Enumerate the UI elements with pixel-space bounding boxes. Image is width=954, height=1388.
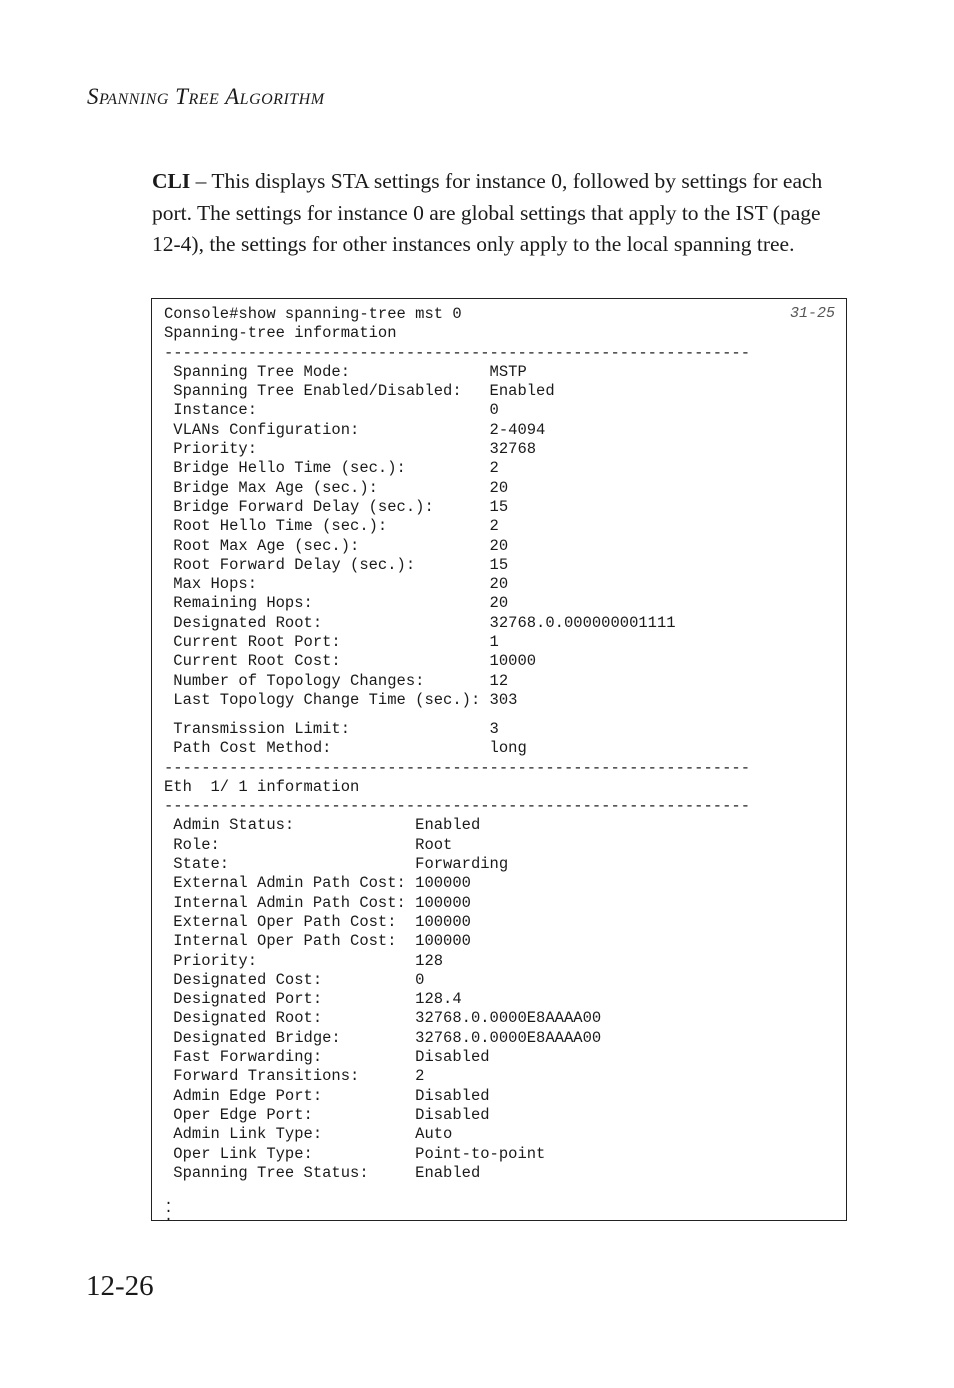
- console-output-global: Console#show spanning-tree mst 0 Spanning-tree information --------------------------------------------------------------- Spanning Tree Mode: MSTP Spanning Tree Enabled/Disabled: Enabled Instance: 0 VLANs Configuration: 2-4094 Priority: 32768 Bridge Hello Time (sec.): 2 Bridge Max Age (sec.): 20 Bridge Forward Delay (sec.): 15 Root Hello Time (sec.): 2 Root Max Age (sec.): 20 Root Forward Delay (sec.): 15 Max Hops: 20 Remaining Hops: 20 Designated Root: 32768.0.000000001111 Current Root Port: 1 Current Root Cost: 10000 Number of Topology Changes: 12 Last Topology Change Time (sec.): 303: [164, 305, 750, 709]
- cli-label: CLI: [152, 169, 191, 193]
- console-output-box: [151, 298, 847, 1225]
- running-header: SPANNING TREE ALGORITHM: [87, 84, 325, 109]
- page-number: 12-26: [86, 1270, 154, 1302]
- page-reference: 31-25: [789, 305, 835, 322]
- console-output-port: Transmission Limit: 3 Path Cost Method: long --------------------------------------------------------------- Eth 1/ 1 information --------------------------------------------------------------- Admin Status: Enabled Role: Root State: Forwarding External Admin Path Cost: 100000 Internal Admin Path Cost: 100000 External Oper Path Cost: 100000 Internal Oper Path Cost: 100000 Priority: 128 Designated Cost: 0 Designated Port: 128.4 Designated Root: 32768.0.0000E8AAAA00 Designated Bridge: 32768.0.0000E8AAAA00 Fast Forwarding: Disabled Forward Transitions: 2 Admin Edge Port: Disabled Oper Edge Port: Disabled Admin Link Type: Auto Oper Link Type: Point-to-point Spanning Tree Status: Enabled: [164, 720, 750, 1182]
- continuation-ellipsis: . . .: [164, 1192, 174, 1225]
- intro-paragraph: [152, 166, 842, 261]
- intro-text: – This displays STA settings for instance 0, followed by settings for each port. The settings for instance 0 are global settings that apply to the IST (page 12-4), the settings for other instances only apply to the local spanning tree.: [152, 169, 823, 256]
